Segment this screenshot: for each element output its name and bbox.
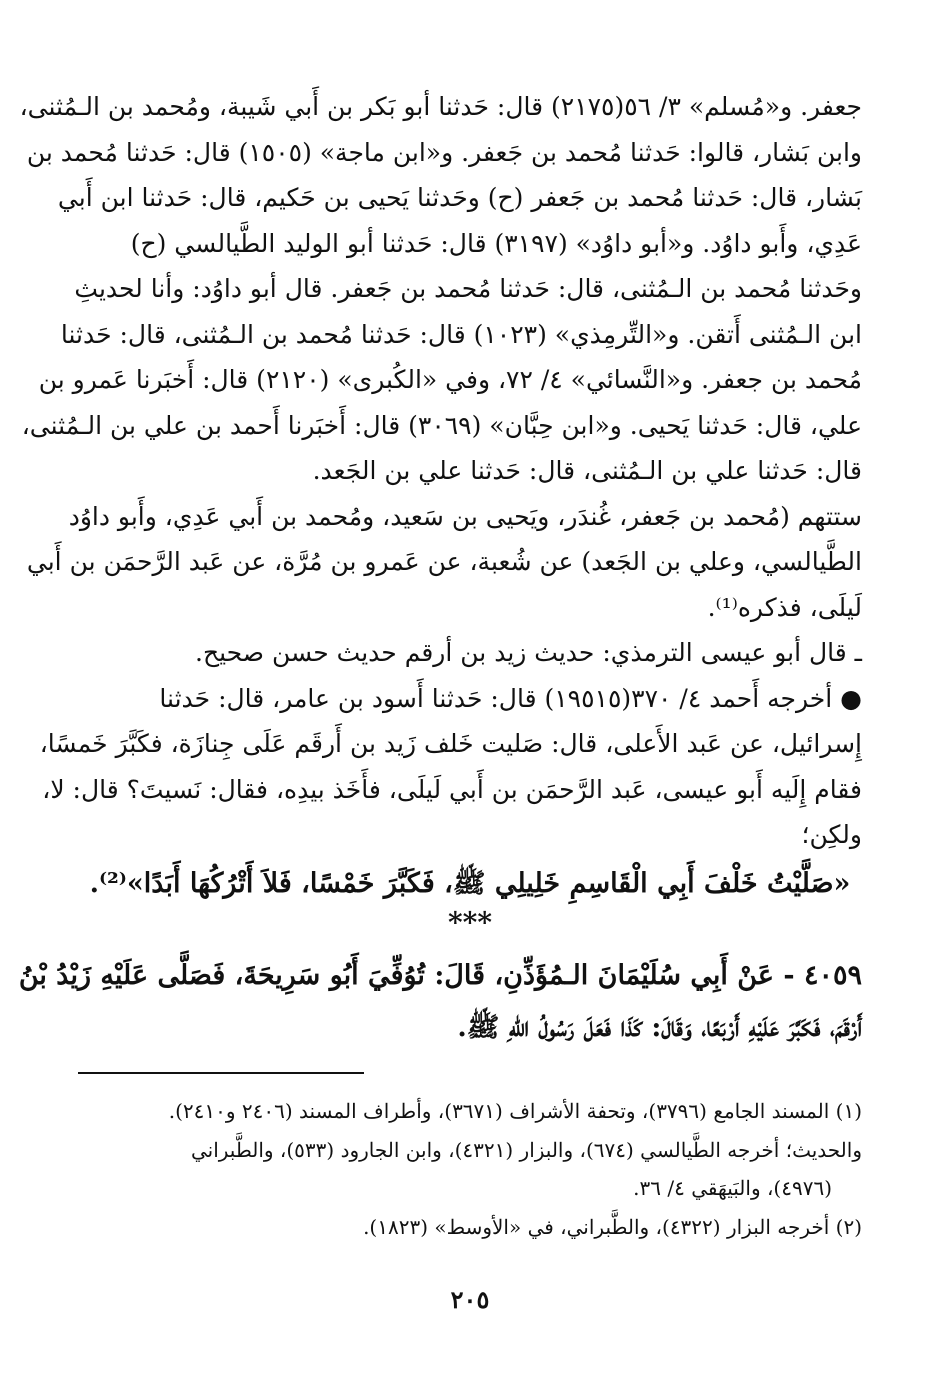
narrators-paragraph: [26, 494, 862, 631]
section-separator: ***: [448, 905, 492, 939]
footnote-divider: [78, 1072, 364, 1074]
text-line: وابن بَشار، قالوا: حَدثنا مُحمد بن جَعفر. و«ابن ماجة» (١٥٠٥) قال: حَدثنا مُحمد بن: [26, 137, 862, 167]
text-line: قال: حَدثنا علي بن الـمُثنى، قال: حَدثنا علي بن الجَعد.: [312, 456, 862, 485]
hadith-line: أَرْقَمَ، فَكَبَّرَ عَلَيْهِ أَرْبَعًا، وَقَالَ: كَذَا فَعَلَ رَسُولُ اللهِ ﷺ.: [457, 1011, 862, 1043]
footnote-line: (٢) أخرجه البزار (٤٣٢٢)، والطَّبراني، في «الأوسط» (١٨٢٣).: [363, 1214, 862, 1239]
text-line: بَشار، قال: حَدثنا مُحمد بن جَعفر (ح) وحَدثنا يَحيى بن حَكيم، قال: حَدثنا ابن أَبي: [57, 183, 862, 212]
footnotes: [78, 1092, 862, 1246]
text-line: ابن الـمُثنى أَتقن. و«التِّرمِذي» (١٠٢٣) قال: حَدثنا مُحمد بن الـمُثنى، قال: حَدثنا: [60, 319, 862, 349]
hadith-line: ٤٠٥٩ - عَنْ أَبِي سُلَيْمَانَ الـمُؤَذِّنِ، قَالَ: تُوُفِّيَ أَبُو سَرِيحَةَ، فَصَلَّى عَلَيْهِ زَيْدُ بْنُ: [18, 959, 862, 991]
text-line: ـ قال أبو عيسى الترمذي: حديث زيد بن أرقم حديث حسن صحيح.: [195, 638, 862, 667]
text-line: لَيلَى، فذكره⁽¹⁾.: [707, 592, 862, 622]
hadith-text: [18, 950, 862, 1054]
bullet-icon: ●: [840, 683, 862, 713]
footnote-line: (٤٩٧٦)، والبَيهَقي ٤/ ٣٦.: [633, 1176, 832, 1200]
tirmidhi-note: [78, 630, 862, 676]
text-line: جعفر. و«مُسلم» ٣/ ٥٦(٢١٧٥) قال: حَدثنا أبو بَكر بن أَبي شَيبة، ومُحمد بن الـمُثنى،: [19, 92, 862, 121]
text-line: إِسرائيل، عن عَبد الأَعلى، قال: صَليت خَلف زَيد بن أَرقَم عَلَى جِنازَة، فكَبَّرَ خَمسًا،: [39, 729, 862, 758]
main-text: [18, 84, 862, 1054]
footnote-line: (١) المسند الجامع (٣٧٩٦)، وتحفة الأشراف (٣٦٧١)، وأطراف المسند (٢٤٠٦ و٢٤١٠).: [168, 1099, 862, 1123]
text-segment: أخرجه أَحمد ٤/ ٣٧٠(١٩٥١٥) قال: حَدثنا أَسود بن عامر، قال: حَدثنا: [159, 683, 833, 713]
text-line: وحَدثنا مُحمد بن الـمُثنى، قال: حَدثنا مُحمد بن جَعفر. قال أبو داوُد: وأنا لحديثِ: [74, 274, 862, 303]
takhrij-paragraph: [19, 84, 862, 494]
text-line: علي، قال: حَدثنا يَحيى. و«ابن حِبَّان» (٣٠٦٩) قال: أَخبَرنا أَحمد بن علي بن الـمُثنى،: [21, 410, 862, 440]
text-line: فقام إِلَيه أَبو عيسى، عَبد الرَّحمَن بن أَبي لَيلَى، فأَخَذ بيدِه، فقال: نَسيتَ؟ قال: لا،: [42, 774, 862, 804]
text-line: عَدِي، وأَبو داوُد. و«أبو داوُد» (٣١٩٧) قال: حَدثنا أبو الوليد الطَّيالسي (ح): [130, 228, 862, 258]
footnote-line: والحديث؛ أخرجه الطَّيالسي (٦٧٤)، والبزار (٤٣٢١)، وابن الجارود (٥٣٣)، والطَّبراني: [190, 1137, 862, 1162]
text-line: ولكِن؛: [801, 820, 862, 849]
text-line: الطَّيالسي، وعلي بن الجَعد) عن شُعبة، عن عَمرو بن مُرَّة، عن عَبد الرَّحمَن بن أَبي: [26, 547, 862, 576]
text-line: [78, 676, 862, 722]
page-number: ٢٠٥: [450, 1285, 490, 1314]
hadith-quote: «صَلَّيْتُ خَلْفَ أَبِي الْقَاسِمِ خَلِيلِي ﷺ، فَكَبَّرَ خَمْسًا، فَلاَ أَتْرُكُهَا أَبَدًا»⁽²⁾.: [89, 867, 851, 899]
text-line: مُحمد بن جعفر. و«النَّسائي» ٤/ ٧٢، وفي «الكُبرى» (٢١٢٠) قال: أَخبَرنا عَمرو بن: [38, 365, 862, 394]
text-line: ستتهم (مُحمد بن جَعفر، غُندَر، ويَحيى بن سَعيد، ومُحمد بن أَبي عَدِي، وأَبو داوُد: [68, 501, 862, 531]
ahmad-paragraph: [39, 676, 862, 858]
